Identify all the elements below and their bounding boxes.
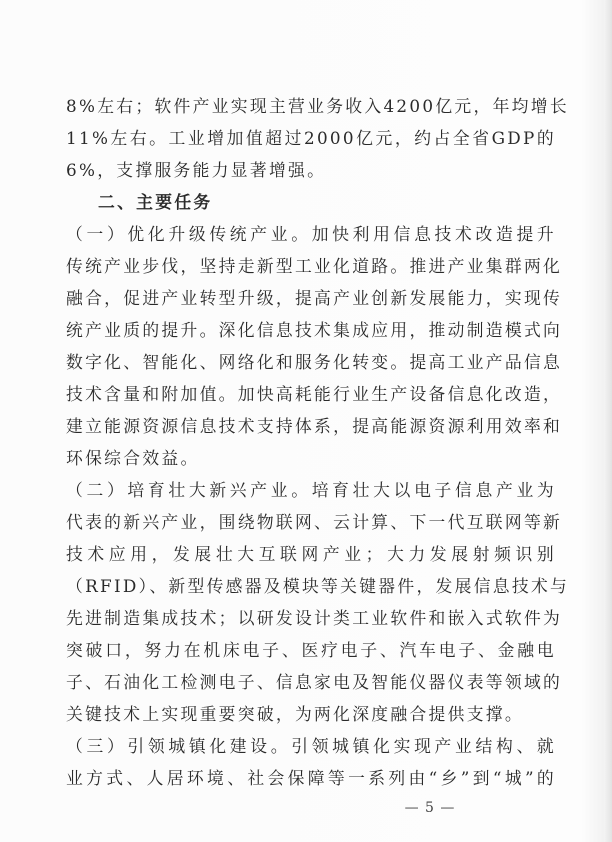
text-line: 传统产业步伐，坚持走新型工业化道路。推进产业集群两化 xyxy=(66,256,563,276)
page-number: — 5 — xyxy=(404,800,456,816)
text-line: 8%左右；软件产业实现主营业务收入4200亿元，年均增长 xyxy=(66,96,569,116)
text-line: 突破口，努力在机床电子、医疗电子、汽车电子、金融电 xyxy=(66,640,556,660)
text-line: （三）引领城镇化建设。引领城镇化实现产业结构、就 xyxy=(66,736,556,756)
text-line: 统产业质的提升。深化信息技术集成应用，推动制造模式向 xyxy=(66,320,563,340)
text-line: （一）优化升级传统产业。加快利用信息技术改造提升 xyxy=(66,224,556,244)
text-line: 6%，支撑服务能力显著增强。 xyxy=(66,160,327,180)
text-line: 先进制造集成技术；以研发设计类工业软件和嵌入式软件为 xyxy=(66,608,563,628)
text-line: 关键技术上实现重要突破，为两化深度融合提供支撑。 xyxy=(66,704,524,724)
text-line: 11%左右。工业增加值超过2000亿元，约占全省GDP的 xyxy=(66,128,556,148)
text-line: （二）培育壮大新兴产业。培育壮大以电子信息产业为 xyxy=(66,480,556,500)
text-line: 业方式、人居环境、社会保障等一系列由“乡”到“城”的 xyxy=(66,768,556,788)
text-line: 融合，促进产业转型升级，提高产业创新发展能力，实现传 xyxy=(66,288,563,308)
text-line: 子、石油化工检测电子、信息家电及智能仪器仪表等领域的 xyxy=(66,672,563,692)
text-line: 代表的新兴产业，围绕物联网、云计算、下一代互联网等新 xyxy=(66,512,563,532)
page-edge-shadow xyxy=(604,0,612,842)
text-line: 数字化、智能化、网络化和服务化转变。提高工业产品信息 xyxy=(66,352,563,372)
text-line: （RFID）、新型传感器及模块等关键器件，发展信息技术与 xyxy=(66,576,570,596)
section-heading: 二、主要任务 xyxy=(98,192,213,212)
text-line: 环保综合效益。 xyxy=(66,448,200,468)
text-line: 建立能源资源信息技术支持体系，提高能源资源利用效率和 xyxy=(66,416,563,436)
text-line: 技术应用，发展壮大互联网产业；大力发展射频识别 xyxy=(66,544,556,564)
text-line: 技术含量和附加值。加快高耗能行业生产设备信息化改造， xyxy=(66,384,563,404)
